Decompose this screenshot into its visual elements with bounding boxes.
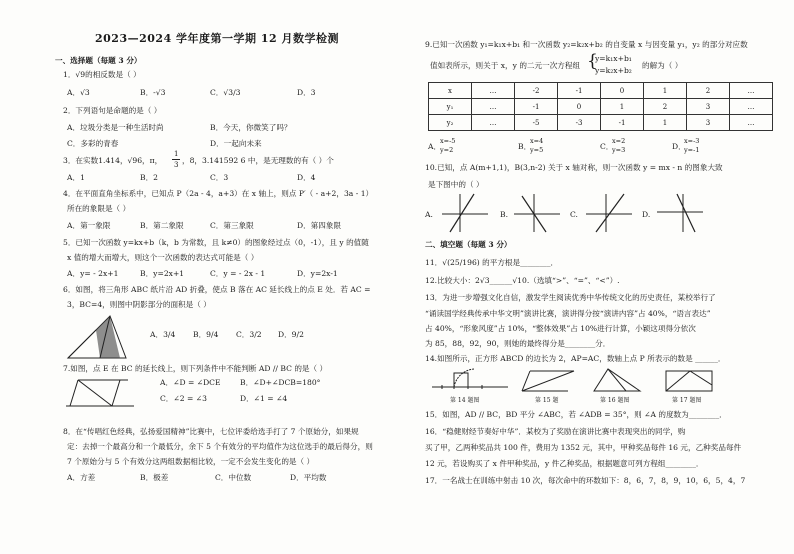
table-cell: 0: [558, 99, 601, 115]
q9-value-table: [428, 82, 773, 131]
q2-option-b: B．今天，你微笑了吗？: [210, 123, 292, 132]
q9-option-b-y: y=5: [530, 146, 544, 154]
figure-caption-14: 第 14 题图: [450, 397, 480, 404]
q2-option-d: D．一起向未来: [210, 139, 262, 148]
table-cell: -3: [558, 115, 601, 131]
q7-option-d: D．∠1 = ∠4: [240, 394, 288, 403]
question-4-line-2: 所在的象限是（ ）: [67, 204, 131, 213]
q8-option-b: B．极差: [140, 473, 169, 482]
q9-option-c-label: C．: [600, 142, 614, 151]
q3-fraction-bar: [172, 159, 180, 160]
q9-system-eq-2: y=k₂x+b₂: [595, 66, 632, 75]
question-10-line-1: 10.已知，点 A(m+1,1)，B(3,n-2) 关于 x 轴对称，则一次函数 y = mx - n 的图象大致: [425, 163, 723, 172]
q1-option-b: B．-√3: [140, 88, 166, 97]
q3-option-b: B．2: [140, 173, 159, 182]
question-9-line-1: 9.已知一次函数 y₁=k₁x+b₁ 和一次函数 y₂=k₂x+b₂ 的自变量 x 与因变量 y₁，y₂ 的部分对应数: [425, 40, 748, 49]
number-line-square-figure: [430, 365, 510, 395]
q10-graph-c: [584, 192, 634, 234]
question-8-line-2: 定：去掉一个最高分和一个最低分，余下 5 个有效分的平均值作为这位选手的最后得分，则: [67, 442, 373, 451]
question-3-part-b: ，8，3.141592 6 中，是无理数的有（ ）个: [182, 156, 334, 165]
q7-option-b: B．∠D+∠DCB=180°: [240, 378, 321, 387]
table-cell: …: [730, 115, 773, 131]
question-7: 7.如图，点 E 在 BC 的延长线上，则下列条件中不能判断 AD // BC 的是（ ）: [63, 364, 328, 373]
question-13-line-3: 占 40%，“形象风度”占 10%，“整体效果”占 10%进行计算，小颖这项得分依次: [425, 324, 696, 333]
q5-option-c: C．y = - 2x - 1: [210, 269, 266, 278]
q10-graph-b: [512, 192, 562, 234]
table-row: [429, 83, 773, 99]
q9-option-d-x: x=-3: [684, 137, 700, 145]
section-multiple-choice: 一、选择题（每题 3 分）: [55, 56, 142, 65]
section-fill-in: 二、填空题（每题 3 分）: [425, 240, 512, 249]
question-9-line-3: 的解为（ ）: [642, 61, 683, 70]
question-17: 17．一名战士在训练中射击 10 次，每次命中的环数如下：8，6，7，8，9，10，6，5，4，7: [425, 476, 746, 485]
table-cell: 3: [687, 99, 730, 115]
figure-caption-15: 第 15 题: [535, 397, 559, 404]
q7-option-c: C．∠2 = ∠3: [160, 394, 207, 403]
q1-option-a: A．√3: [67, 88, 90, 97]
table-cell: -5: [515, 115, 558, 131]
question-8-line-1: 8．在“传唱红色经典，弘扬爱国精神”比赛中，七位评委给选手打了 7 个原始分，如果规: [63, 427, 359, 436]
q4-option-c: C．第三象限: [210, 221, 254, 230]
table-cell: …: [472, 83, 515, 99]
table-cell: …: [730, 99, 773, 115]
table-cell: -2: [515, 83, 558, 99]
q9-option-c-y: y=3: [612, 146, 626, 154]
table-cell: 2: [644, 99, 687, 115]
question-10-line-2: 是下图中的（ ）: [428, 180, 484, 189]
question-16-line-3: 12 元，若设购买了 x 件甲种奖品，y 件乙种奖品，根据题意可列方程组________．: [425, 459, 704, 468]
table-cell: 3: [687, 115, 730, 131]
q1-option-d: D．3: [297, 88, 316, 97]
q3-fraction-denominator: 3: [174, 161, 179, 169]
question-4-line-1: 4．在平面直角坐标系中，已知点 P（2a - 4，a+3）在 x 轴上，则点 P′（ - a+2，3a - 1）: [63, 189, 374, 198]
table-cell: 1: [644, 83, 687, 99]
question-6-line-2: 3，BC=4，则图中阴影部分的面积是（ ）: [67, 300, 211, 309]
q10-graph-d: [655, 192, 705, 234]
q5-option-d: D．y=2x-1: [297, 269, 338, 278]
q6-option-c: C．3/2: [236, 330, 262, 339]
q7-option-a: A．∠D = ∠DCE: [160, 378, 221, 387]
question-5-line-1: 5．已知一次函数 y=kx+b（k，b 为常数，且 k≠0）的图象经过点（0，-1），且 y 的值随: [63, 238, 369, 247]
q9-option-d-label: D．: [672, 142, 686, 151]
question-6-line-1: 6．如图，将三角形 ABC 纸片沿 AD 折叠，使点 B 落在 AC 延长线上的点 E 处．若 AC =: [63, 285, 371, 294]
question-16-line-1: 16．“稳健财经节奏好中华”．某校为了奖励在演讲比赛中表现突出的同学，购: [425, 427, 686, 436]
table-cell: …: [730, 83, 773, 99]
q10-option-d-label: D.: [642, 210, 651, 219]
q9-option-a-y: y=2: [440, 146, 454, 154]
q9-option-b-label: B．: [518, 142, 532, 151]
table-cell: 1: [601, 99, 644, 115]
figure-caption-17: 第 17 题图: [672, 397, 702, 404]
q5-option-a: A．y= - 2x+1: [67, 269, 119, 278]
question-13-line-2: “诵读国学经典传承中华文明”演讲比赛，演讲得分按“演讲内容”占 40%，“语言表达”: [425, 309, 711, 318]
q9-option-b-x: x=4: [530, 137, 544, 145]
q8-option-a: A．方差: [67, 473, 96, 482]
table-cell: 2: [687, 83, 730, 99]
question-5-line-2: x 值的增大而增大，则这个一次函数的表达式可能是（ ）: [67, 253, 259, 262]
q1-option-c: C．√3/3: [210, 88, 241, 97]
q9-brace: {: [587, 51, 598, 71]
triangle-fold-figure: [60, 312, 132, 360]
triangle-angle-figure: [590, 365, 650, 395]
question-15: 15．如图，AD // BC，BD 平分 ∠ABC，若 ∠ADB = 35°，则 ∠A 的度数为________．: [425, 410, 727, 419]
q4-option-b: B．第二象限: [140, 221, 184, 230]
q2-option-c: C．多彩的青春: [67, 139, 119, 148]
question-16-line-2: 买了甲，乙两种奖品共 100 件，费用为 1352 元，其中，甲种奖品每件 16 元，乙种奖品每件: [425, 443, 742, 452]
exam-title: 2023—2024 学年度第一学期 12 月数学检测: [95, 32, 340, 45]
q10-option-c-label: C.: [570, 210, 578, 219]
q8-option-c: C．中位数: [215, 473, 252, 482]
question-1: 1．√9的相反数是（ ）: [63, 70, 141, 79]
question-2: 2．下列语句是命题的是（ ）: [63, 106, 162, 115]
question-3-part-a: 3．在实数1.414，√96，π，: [63, 156, 163, 165]
q6-option-b: B．9/4: [193, 330, 219, 339]
question-12: 12.比较大小：2√3______√10.（选填“>”、“=”、“<”）.: [425, 276, 620, 285]
q3-option-d: D．4: [297, 173, 316, 182]
parallel-bisector-figure: [520, 365, 580, 395]
table-cell: 1: [644, 115, 687, 131]
q9-option-a-label: A．: [428, 142, 442, 151]
q4-option-d: D．第四象限: [297, 221, 342, 230]
q3-option-a: A．1: [67, 173, 85, 182]
question-9-line-2: 值如表所示，则关于 x，y 的二元一次方程组: [430, 61, 581, 70]
q9-option-c-x: x=2: [612, 137, 626, 145]
table-cell: -1: [601, 115, 644, 131]
table-cell: …: [472, 115, 515, 131]
q6-option-d: D．9/2: [278, 330, 304, 339]
q8-option-d: D．平均数: [290, 473, 327, 482]
q2-option-a: A．垃圾分类是一种生活时尚: [67, 123, 164, 132]
table-cell: -1: [515, 99, 558, 115]
table-cell: x: [429, 83, 472, 99]
table-cell: …: [472, 99, 515, 115]
table-cell: 0: [601, 83, 644, 99]
q10-graph-a: [440, 192, 490, 234]
q4-option-a: A．第一象限: [67, 221, 111, 230]
question-14: 14.如图所示，正方形 ABCD 的边长为 2，AP=AC，数轴上点 P 所表示的数是 ______．: [425, 354, 726, 363]
q3-fraction-numerator: 1: [174, 150, 179, 158]
table-cell: y₁: [429, 99, 472, 115]
table-cell: y₂: [429, 115, 472, 131]
q3-option-c: C．3: [210, 173, 229, 182]
question-11: 11．√(25/196) 的平方根是________．: [425, 258, 559, 267]
q9-option-a-x: x=-5: [440, 137, 456, 145]
table-row: [429, 115, 773, 131]
q6-option-a: A．3/4: [150, 330, 176, 339]
q9-option-d-y: y=-1: [684, 146, 700, 154]
table-row: [429, 99, 773, 115]
q5-option-b: B．y=2x+1: [140, 269, 185, 278]
figure-caption-16: 第 16 题图: [600, 397, 630, 404]
parallel-lines-figure: [64, 374, 136, 412]
fold-rectangle-figure: [660, 365, 720, 395]
q10-option-a-label: A.: [425, 210, 433, 219]
q10-option-b-label: B.: [500, 210, 508, 219]
q9-system-eq-1: y=k₁x+b₁: [595, 54, 632, 63]
table-cell: -1: [558, 83, 601, 99]
question-13-line-1: 13．为进一步增强文化自信，激发学生阅读优秀中华传统文化的历史责任，某校举行了: [425, 293, 716, 302]
question-8-line-3: 7 个原始分与 5 个有效分这两组数据相比较，一定不会发生变化的是（ ）: [67, 457, 315, 466]
question-13-line-4: 为 85，88，92，90，则她的最终得分是________分．: [425, 339, 611, 348]
